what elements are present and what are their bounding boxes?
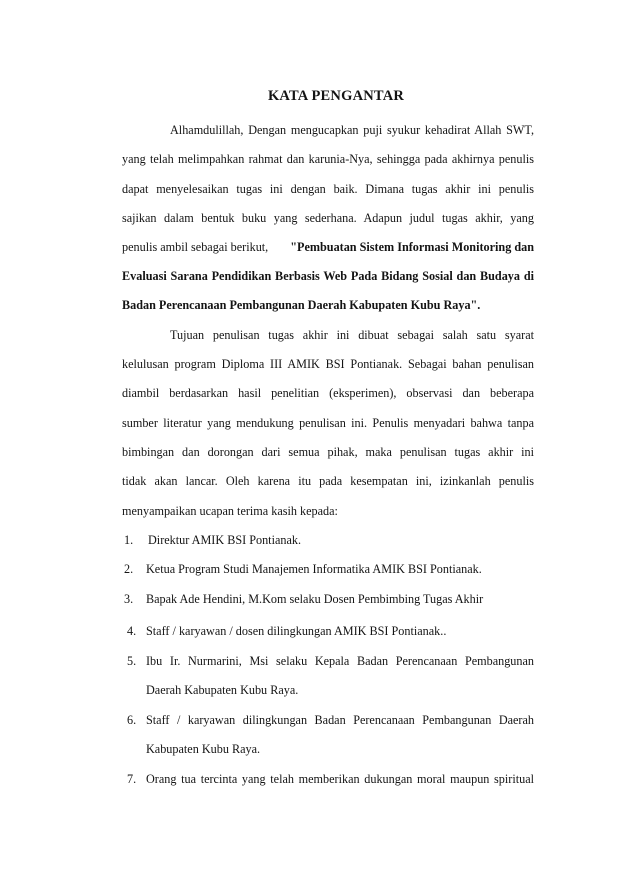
paragraph-line: menyampaikan ucapan terima kasih kepada: xyxy=(122,504,338,518)
paragraph-line: tidak akan lancar. Oleh karena itu pada kesempatan ini, izinkanlah penulis xyxy=(122,474,534,488)
list-item: Orang tua tercinta yang telah memberikan dukungan moral maupun spiritual xyxy=(146,772,534,786)
list-item: Staff / karyawan dilingkungan Badan Perencanaan Pembangunan Daerah xyxy=(146,713,534,727)
paragraph-line: kelulusan program Diploma III AMIK BSI Pontianak. Sebagai bahan penulisan xyxy=(122,357,534,371)
list-item: Ibu Ir. Nurmarini, Msi selaku Kepala Badan Perencanaan Pembangunan xyxy=(146,654,534,668)
paragraph-line: yang telah melimpahkan rahmat dan karunia-Nya, sehingga pada akhirnya penulis xyxy=(122,152,534,166)
list-number: 2. xyxy=(124,562,134,576)
paragraph-line: Alhamdulillah, Dengan mengucapkan puji syukur kehadirat Allah SWT, xyxy=(170,123,534,137)
paragraph-line: bimbingan dan dorongan dari semua pihak, maka penulisan tugas akhir ini xyxy=(122,445,534,459)
list-item: Direktur AMIK BSI Pontianak. xyxy=(148,533,302,547)
list-item-continuation: Daerah Kabupaten Kubu Raya. xyxy=(146,683,299,697)
list-item: Bapak Ade Hendini, M.Kom selaku Dosen Pembimbing Tugas Akhir xyxy=(146,592,484,606)
paragraph-line: sumber literatur yang mendukung penulisan ini. Penulis menyadari bahwa tanpa xyxy=(122,416,534,430)
page-title: KATA PENGANTAR xyxy=(267,88,405,104)
list-item: Staff / karyawan / dosen dilingkungan AMIK BSI Pontianak.. xyxy=(146,624,447,638)
thesis-title-line: Badan Perencanaan Pembangunan Daerah Kabupaten Kubu Raya". xyxy=(122,298,481,312)
paragraph-line: penulis ambil sebagai berikut, xyxy=(122,240,269,254)
paragraph-line: dapat menyelesaikan tugas ini dengan baik. Dimana tugas akhir ini penulis xyxy=(122,182,534,196)
list-number: 1. xyxy=(124,533,134,547)
list-number: 5. xyxy=(127,654,137,668)
list-number: 4. xyxy=(127,624,137,638)
list-number: 7. xyxy=(127,772,137,786)
list-item: Ketua Program Studi Manajemen Informatika AMIK BSI Pontianak. xyxy=(146,562,482,576)
paragraph-line: diambil berdasarkan hasil penelitian (eksperimen), observasi dan beberapa xyxy=(122,386,534,400)
paragraph-line: Tujuan penulisan tugas akhir ini dibuat sebagai salah satu syarat xyxy=(170,328,534,342)
thesis-title-start: "Pembuatan Sistem Informasi Monitoring dan xyxy=(290,240,534,254)
paragraph-line: sajikan dalam bentuk buku yang sederhana. Adapun judul tugas akhir, yang xyxy=(122,211,534,225)
thesis-title-line: Evaluasi Sarana Pendidikan Berbasis Web Pada Bidang Sosial dan Budaya di xyxy=(122,269,534,283)
list-number: 6. xyxy=(127,713,137,727)
list-number: 3. xyxy=(124,592,134,606)
list-item-continuation: Kabupaten Kubu Raya. xyxy=(146,742,261,756)
